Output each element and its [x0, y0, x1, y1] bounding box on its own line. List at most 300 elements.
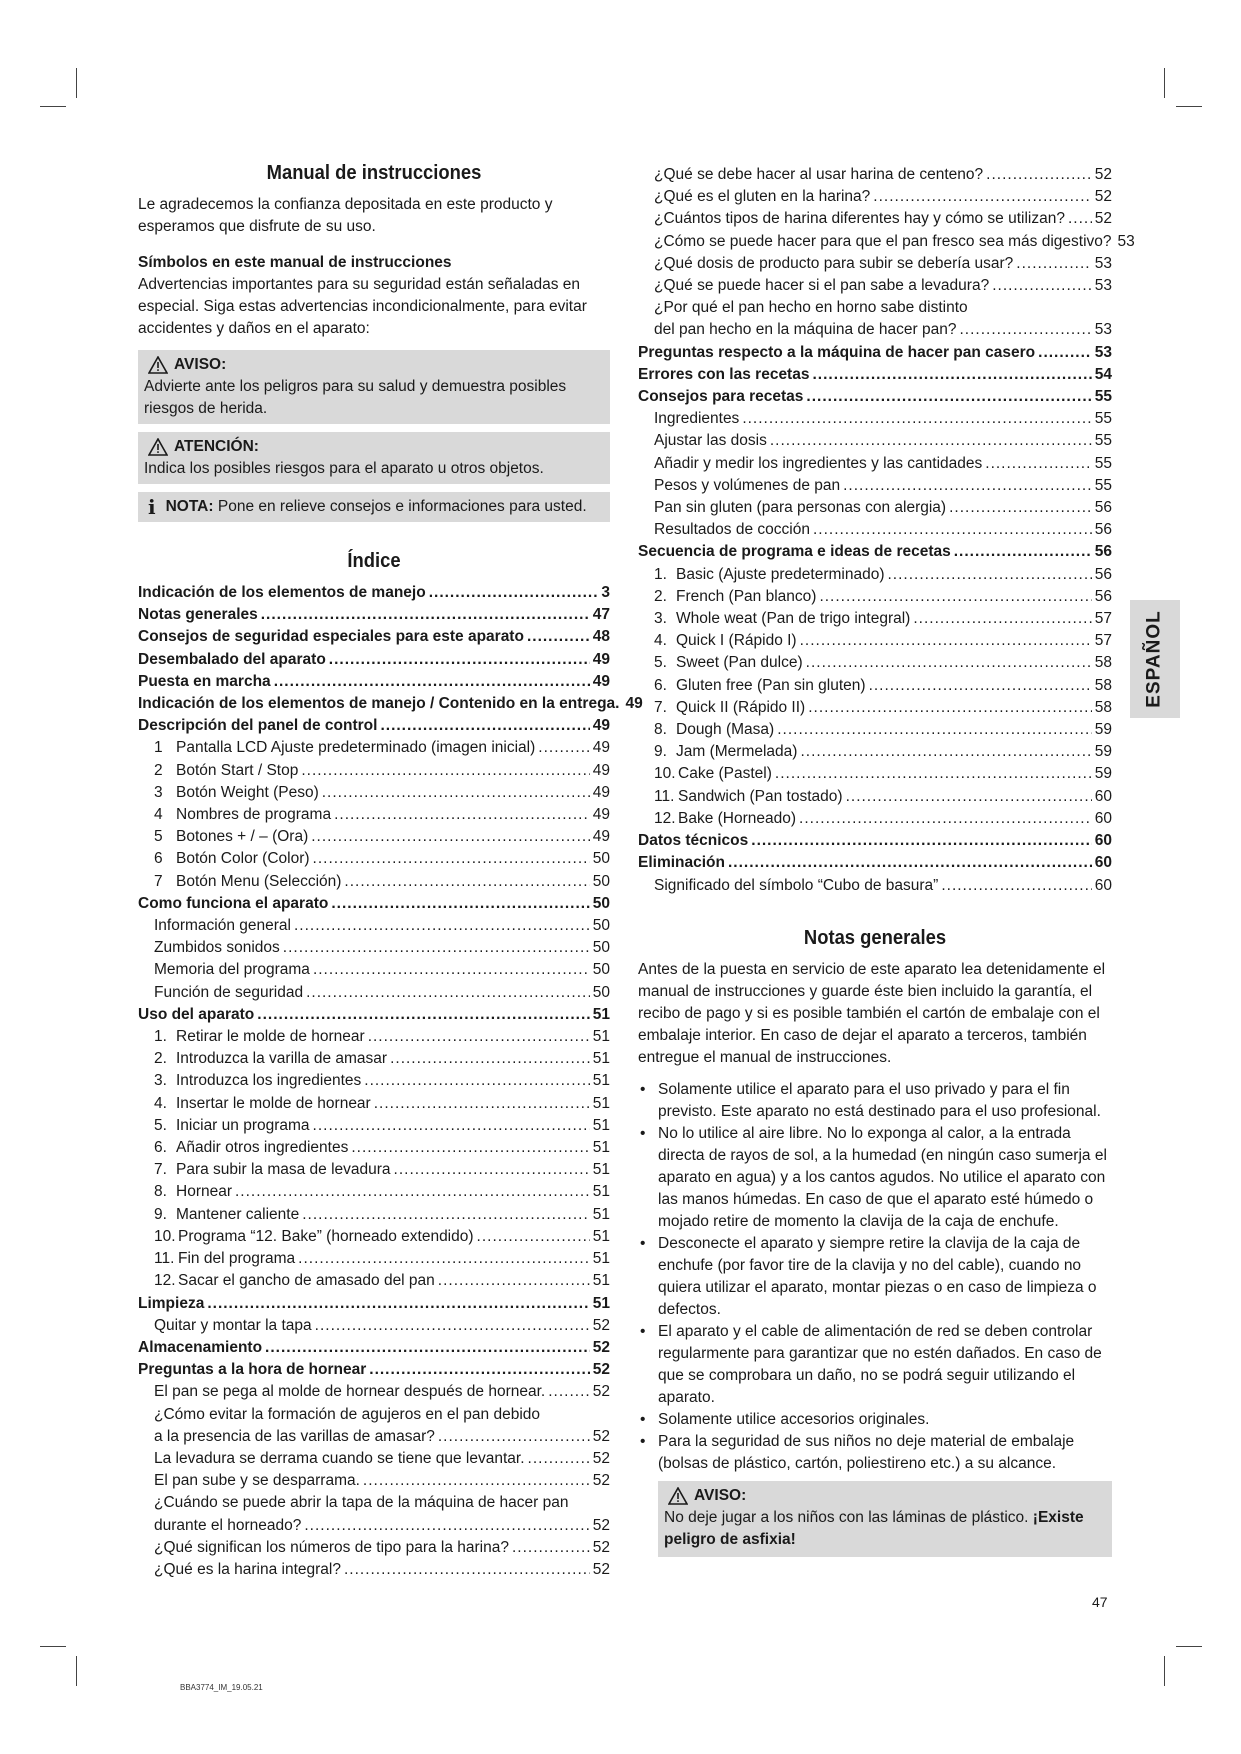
toc-leader-dots [941, 875, 1091, 897]
toc-entry-page: 49 [625, 695, 643, 713]
toc-leader-dots [257, 1004, 589, 1026]
toc-entry-page: 51 [592, 1094, 610, 1112]
toc-entry[interactable] [138, 671, 610, 693]
toc-entry-title: Cake (Pastel) [678, 765, 772, 783]
toc-entry-number: 4 [154, 806, 163, 824]
toc-entry-title: Quick I (Rápido I) [676, 632, 797, 650]
toc-entry-title: Hornear [176, 1183, 232, 1201]
toc-entry-page: 53 [1117, 232, 1135, 250]
language-tab-label: ESPAÑOL [1144, 610, 1165, 708]
toc-entry-title: Pesos y volúmenes de pan [654, 476, 841, 494]
toc-entry-title: Botón Weight (Peso) [176, 783, 319, 801]
toc-entry-number: 3. [654, 610, 667, 628]
language-tab [1130, 600, 1180, 718]
warning-icon [668, 1487, 688, 1505]
toc-leader-dots [538, 737, 589, 759]
page-number: 47 [1092, 1594, 1108, 1610]
toc-entry[interactable] [138, 804, 610, 826]
toc-entry[interactable] [638, 697, 1112, 719]
toc-entry-title: Uso del aparato [138, 1005, 255, 1023]
toc-entry-page: 51 [592, 1183, 610, 1201]
atencion-text: Indica los posibles riesgos para el aparato u otros objetos. [144, 460, 544, 477]
toc-entry[interactable] [138, 760, 610, 782]
bullet-item: • No lo utilice al aire libre. No lo exponga al calor, a la entrada directa de rayos de sol, a la humedad (en ningún caso sumerja el aparato en agua) y a los cantos agudos. No utilice el aparato con las manos húmedas. En caso de que el aparato esté húmedo o mojado retire de momento la clavija de la caja de enchufe. [638, 1123, 1112, 1233]
toc-leader-dots [873, 186, 1091, 208]
toc-entry[interactable] [138, 1537, 610, 1559]
toc-leader-dots [869, 675, 1092, 697]
toc-entry[interactable] [138, 1048, 610, 1070]
toc-leader-dots [274, 671, 590, 693]
toc-entry-number: 2 [154, 761, 163, 779]
toc-entry-page: 51 [592, 1139, 610, 1157]
toc-entry-title: El pan se pega al molde de hornear después de hornear. [154, 1383, 546, 1401]
toc-leader-dots [913, 608, 1091, 630]
toc-entry-page: 51 [592, 1028, 610, 1046]
toc-entry-title: ¿Cómo se puede hacer para que el pan fresco sea más digestivo? [654, 232, 1112, 250]
toc-entry[interactable] [638, 453, 1112, 475]
crop-mark [40, 106, 66, 107]
toc-leader-dots [438, 1270, 590, 1292]
toc-leader-dots [329, 649, 590, 671]
symbols-text: Advertencias importantes para su seguridad están señaladas en especial. Siga estas advertencias incondicionalmente, para evitar accidentes y daños en el aparato: [138, 276, 587, 337]
aviso-label-right: AVISO: [694, 1486, 747, 1504]
toc-entry-page: 55 [1094, 454, 1112, 472]
toc-entry-page: 52 [592, 1316, 610, 1334]
toc-entry-title: Eliminación [638, 854, 725, 872]
toc-entry[interactable] [638, 519, 1112, 541]
toc-leader-dots [742, 408, 1091, 430]
toc-entry[interactable] [138, 893, 610, 915]
toc-leader-dots [438, 1426, 590, 1448]
toc-entry-title: Sandwich (Pan tostado) [678, 787, 843, 805]
toc-entry-page: 49 [592, 761, 610, 779]
toc-entry-title: del pan hecho en la máquina de hacer pan? [654, 321, 957, 339]
bullet-item: • Solamente utilice el aparato para el uso privado y para el fin previsto. Este aparato no está destinado para el uso profesional. [638, 1079, 1112, 1123]
toc-entry[interactable] [138, 1404, 610, 1426]
toc-entry-number: 4. [154, 1094, 167, 1112]
toc-entry[interactable] [138, 1293, 610, 1315]
toc-entry-title: Para subir la masa de levadura [176, 1161, 391, 1179]
toc-entry-number: 12. [154, 1272, 176, 1290]
toc-entry[interactable] [638, 541, 1112, 563]
toc-entry-title: Botón Color (Color) [176, 850, 310, 868]
toc-entry-page: 51 [592, 1294, 610, 1312]
toc-entry[interactable] [138, 826, 610, 848]
toc-entry-number: 3. [154, 1072, 167, 1090]
toc-entry[interactable] [138, 915, 610, 937]
toc-entry[interactable] [638, 386, 1112, 408]
toc-entry-title: Quitar y montar la tapa [154, 1316, 312, 1334]
toc-entry-title: Almacenamiento [138, 1338, 263, 1356]
toc-entry-page: 51 [592, 1272, 610, 1290]
toc-leader-dots [301, 760, 589, 782]
toc-entry-page: 57 [1094, 632, 1112, 650]
toc-leader-dots [846, 786, 1092, 808]
toc-entry[interactable] [138, 982, 610, 1004]
toc-entry-title: Programa “12. Bake” (horneado extendido) [178, 1227, 474, 1245]
toc-entry-title: ¿Cuántos tipos de harina diferentes hay y cómo se utilizan? [654, 210, 1065, 228]
toc-entry-number: 5. [654, 654, 667, 672]
toc-entry-page: 56 [1094, 499, 1112, 517]
aviso-text-right: No deje jugar a los niños con las láminas de plástico. [664, 1508, 1029, 1526]
toc-entry[interactable] [638, 430, 1112, 452]
toc-leader-dots [548, 1381, 590, 1403]
toc-leader-dots [390, 1048, 590, 1070]
toc-leader-dots [888, 564, 1092, 586]
toc-leader-dots [344, 871, 589, 893]
toc-entry[interactable] [638, 808, 1112, 830]
toc-entry[interactable] [138, 1159, 610, 1181]
toc-entry-title: Preguntas a la hora de hornear [138, 1361, 367, 1379]
toc-leader-dots [843, 475, 1092, 497]
toc-leader-dots [806, 652, 1092, 674]
toc-entry-title: ¿Qué significan los números de tipo para la harina? [154, 1538, 509, 1556]
toc-entry-title: Insertar le molde de hornear [176, 1094, 371, 1112]
toc-leader-dots [728, 852, 1092, 874]
toc-entry-page: 51 [592, 1072, 610, 1090]
toc-entry[interactable] [138, 1270, 610, 1292]
toc-entry-title: Desembalado del aparato [138, 650, 326, 668]
nota-box [138, 492, 610, 522]
toc-entry[interactable] [638, 408, 1112, 430]
aviso-box [138, 350, 610, 424]
toc-entry[interactable] [638, 675, 1112, 697]
toc-entry-page: 59 [1094, 743, 1112, 761]
toc-entry-title: ¿Qué dosis de producto para subir se debería usar? [654, 254, 1014, 272]
toc-entry-title: Datos técnicos [638, 832, 749, 850]
toc-entry-page: 50 [592, 894, 610, 912]
toc-entry-page: 58 [1094, 676, 1112, 694]
toc-entry[interactable] [638, 719, 1112, 741]
toc-leader-dots [315, 1315, 590, 1337]
toc-entry-page: 51 [592, 1227, 610, 1245]
toc-entry[interactable] [138, 1204, 610, 1226]
toc-entry[interactable] [138, 715, 610, 737]
toc-entry-number: 10. [654, 765, 676, 783]
toc-entry-number: 6 [154, 850, 163, 868]
toc-leader-dots [306, 982, 590, 1004]
toc-entry-title: Puesta en marcha [138, 672, 271, 690]
crop-mark [1164, 1656, 1165, 1686]
toc-entry-title: Secuencia de programa e ideas de recetas [638, 543, 951, 561]
toc-leader-dots [986, 164, 1092, 186]
toc-entry[interactable] [138, 1248, 610, 1270]
toc-entry-number: 9. [154, 1205, 167, 1223]
toc-entry[interactable] [138, 1381, 610, 1403]
toc-entry-page: 60 [1094, 809, 1112, 827]
toc-leader-dots [949, 497, 1092, 519]
toc-entry[interactable] [638, 253, 1112, 275]
toc-entry[interactable] [638, 186, 1112, 208]
toc-leader-dots [283, 937, 590, 959]
toc-entry-title: Introduzca los ingredientes [176, 1072, 362, 1090]
toc-entry[interactable] [638, 741, 1112, 763]
toc-entry[interactable] [138, 1426, 610, 1448]
toc-leader-dots [800, 630, 1092, 652]
toc-leader-dots [322, 782, 590, 804]
toc-entry[interactable] [138, 1226, 610, 1248]
toc-entry[interactable] [138, 1515, 610, 1537]
toc-entry[interactable] [138, 1026, 610, 1048]
toc-entry-page: 49 [592, 739, 610, 757]
nota-text: Pone en relieve consejos e informaciones para usted. [217, 498, 587, 515]
toc-entry-page: 51 [592, 1005, 610, 1023]
toc-entry[interactable] [138, 604, 610, 626]
toc-entry-page: 3 [601, 584, 610, 601]
notas-bullets [638, 1079, 1112, 1475]
toc-entry[interactable] [138, 782, 610, 804]
toc-left [138, 582, 643, 1581]
toc-entry-title: Retirar le molde de hornear [176, 1028, 365, 1046]
toc-entry[interactable] [638, 875, 1112, 897]
toc-leader-dots [813, 519, 1092, 541]
toc-entry[interactable] [138, 1093, 610, 1115]
toc-leader-dots [235, 1181, 590, 1203]
toc-entry-page: 53 [1094, 343, 1112, 361]
toc-entry-title: Resultados de cocción [654, 521, 810, 539]
toc-entry-title: Iniciar un programa [176, 1116, 310, 1134]
page-title: Manual de instrucciones [266, 162, 482, 184]
nota-label: NOTA: [165, 498, 214, 515]
toc-entry[interactable] [138, 1004, 610, 1026]
toc-entry-title: ¿Por qué el pan hecho en horno sabe distinto [654, 299, 968, 317]
toc-entry-page: 52 [592, 1538, 610, 1556]
toc-entry-number: 9. [654, 743, 667, 761]
toc-entry-title: Mantener caliente [176, 1205, 300, 1223]
toc-entry-page: 49 [592, 672, 610, 690]
toc-entry[interactable] [638, 586, 1112, 608]
toc-leader-dots [261, 604, 590, 626]
toc-entry-page: 51 [592, 1205, 610, 1223]
toc-entry[interactable] [138, 1448, 610, 1470]
toc-entry-number: 4. [654, 632, 667, 650]
left-column [138, 160, 643, 1581]
info-icon: i [148, 495, 156, 519]
toc-entry-number: 5. [154, 1116, 167, 1134]
toc-entry-page: 52 [1094, 166, 1112, 183]
toc-entry-page: 48 [592, 628, 610, 646]
toc-entry[interactable] [638, 652, 1112, 674]
toc-entry-title: Indicación de los elementos de manejo / Contenido en la entrega. [138, 695, 620, 713]
toc-leader-dots [819, 586, 1091, 608]
toc-entry-title: ¿Qué es el gluten en la harina? [654, 188, 871, 206]
toc-right [638, 164, 1135, 897]
toc-entry-number: 1. [154, 1028, 167, 1046]
toc-leader-dots [770, 430, 1092, 452]
crop-mark [1164, 68, 1165, 98]
toc-entry[interactable] [138, 1559, 610, 1581]
toc-entry-number: 2. [654, 587, 667, 605]
toc-entry-page: 49 [592, 828, 610, 846]
toc-entry[interactable] [138, 959, 610, 981]
toc-leader-dots [364, 1070, 589, 1092]
toc-leader-dots [1038, 342, 1092, 364]
toc-entry-title: Ajustar las dosis [654, 432, 767, 450]
toc-leader-dots [960, 319, 1092, 341]
toc-entry-title: Descripción del panel de control [138, 717, 378, 735]
toc-entry-title: Gluten free (Pan sin gluten) [676, 676, 866, 694]
toc-leader-dots [374, 1093, 590, 1115]
toc-entry-page: 50 [592, 917, 610, 935]
toc-entry-page: 59 [1094, 721, 1112, 739]
toc-entry-page: 52 [592, 1449, 610, 1467]
toc-entry[interactable] [138, 1181, 610, 1203]
toc-entry-page: 50 [592, 961, 610, 979]
atencion-label: ATENCIÓN: [174, 438, 259, 455]
toc-entry-title: Limpieza [138, 1294, 205, 1312]
toc-entry[interactable] [138, 693, 643, 715]
toc-entry[interactable] [138, 848, 610, 870]
toc-entry[interactable] [638, 630, 1112, 652]
toc-entry[interactable] [638, 208, 1112, 230]
toc-entry-number: 11. [154, 1250, 175, 1268]
toc-entry[interactable] [638, 608, 1112, 630]
toc-entry[interactable] [638, 342, 1112, 364]
toc-entry[interactable] [638, 763, 1112, 785]
toc-entry-page: 56 [1094, 587, 1112, 605]
toc-entry[interactable] [138, 1137, 610, 1159]
toc-entry-page: 56 [1094, 521, 1112, 539]
toc-entry[interactable] [138, 626, 610, 648]
toc-entry-page: 52 [1094, 188, 1112, 206]
toc-entry[interactable] [138, 1070, 610, 1092]
toc-entry[interactable] [638, 852, 1112, 874]
toc-entry-number: 2. [154, 1050, 167, 1068]
toc-entry[interactable] [138, 649, 610, 671]
toc-entry-page: 52 [592, 1427, 610, 1445]
toc-entry-page: 52 [1094, 210, 1112, 228]
toc-entry-title: Pantalla LCD Ajuste predeterminado (imagen inicial) [176, 739, 536, 757]
crop-mark [76, 1656, 77, 1686]
toc-entry-title: Añadir y medir los ingredientes y las cantidades [654, 454, 983, 472]
toc-entry-title: ¿Qué se puede hacer si el pan sabe a levadura? [654, 277, 990, 295]
toc-entry[interactable] [638, 275, 1112, 297]
bullet-item: • Desconecte el aparato y siempre retire la clavija de la caja de enchufe (por favor tire de la clavija y no del cable), cuando no quiera utilizar el aparato, montar piezas o en caso de limpieza o defectos. [638, 1233, 1112, 1321]
toc-entry-number: 5 [154, 828, 163, 846]
toc-entry-title: ¿Cómo evitar la formación de agujeros en el pan debido [154, 1405, 541, 1423]
toc-entry-page: 49 [592, 783, 610, 801]
toc-entry-title: a la presencia de las varillas de amasar? [154, 1427, 435, 1445]
toc-leader-dots [331, 893, 589, 915]
toc-entry-page: 56 [1094, 543, 1112, 561]
toc-entry-page: 58 [1094, 698, 1112, 716]
toc-entry[interactable] [138, 1337, 610, 1359]
toc-entry-number: 3 [154, 783, 163, 801]
notas-title: Notas generales [803, 926, 947, 949]
toc-leader-dots [344, 1559, 590, 1581]
toc-leader-dots [313, 1115, 590, 1137]
toc-leader-dots [368, 1026, 590, 1048]
toc-entry[interactable] [638, 364, 1112, 386]
toc-entry-page: 55 [1094, 432, 1112, 450]
toc-entry-page: 49 [592, 650, 610, 668]
toc-entry-number: 8. [154, 1183, 167, 1201]
toc-entry-title: Fin del programa [178, 1250, 296, 1268]
toc-entry[interactable] [138, 737, 610, 759]
toc-entry[interactable] [138, 582, 610, 604]
notas-intro: Antes de la puesta en servicio de este aparato lea detenidamente el manual de instrucciones y guarde éste bien incluido la garantía, el recibo de pago y si es posible también el cartón de embalaje con el embalaje interior. En caso de dejar el aparato a terceros, también entregue el manual de instrucciones. [638, 960, 1106, 1066]
toc-entry-title: Errores con las recetas [638, 365, 810, 383]
crop-mark [1176, 106, 1202, 107]
toc-entry-title: Basic (Ajuste predeterminado) [676, 565, 885, 583]
toc-entry-title: Quick II (Rápido II) [676, 698, 806, 716]
toc-leader-dots [265, 1337, 590, 1359]
toc-entry[interactable] [138, 871, 610, 893]
toc-entry[interactable] [638, 231, 1135, 253]
toc-leader-dots [351, 1137, 589, 1159]
toc-entry[interactable] [138, 1492, 610, 1514]
toc-entry-number: 1 [154, 739, 163, 757]
toc-entry[interactable] [138, 1470, 610, 1492]
toc-leader-dots [799, 808, 1092, 830]
toc-entry-title: French (Pan blanco) [676, 587, 817, 605]
toc-entry[interactable] [138, 1359, 610, 1381]
aviso-bold-right: ¡Existe peligro de asfixia! [664, 1508, 1084, 1548]
toc-entry-title: Whole weat (Pan de trigo integral) [676, 610, 911, 628]
toc-entry-page: 52 [592, 1338, 610, 1356]
toc-leader-dots [528, 1448, 590, 1470]
toc-entry[interactable] [138, 1115, 610, 1137]
toc-entry-page: 60 [1094, 787, 1112, 805]
toc-entry[interactable] [638, 319, 1112, 341]
toc-entry-title: El pan sube y se desparrama. [154, 1472, 360, 1490]
toc-leader-dots [394, 1159, 590, 1181]
crop-mark [76, 68, 77, 98]
toc-entry-number: 7. [654, 698, 667, 716]
toc-entry[interactable] [638, 830, 1112, 852]
toc-entry[interactable] [138, 937, 610, 959]
toc-entry[interactable] [638, 786, 1112, 808]
toc-leader-dots [954, 541, 1092, 563]
toc-entry-title: Sacar el gancho de amasado del pan [178, 1272, 435, 1290]
toc-entry[interactable] [138, 1315, 610, 1337]
toc-leader-dots [294, 915, 590, 937]
toc-entry-page: 58 [1094, 654, 1112, 672]
toc-entry-page: 55 [1094, 476, 1112, 494]
footer-code: BBA3774_IM_19.05.21 [180, 1683, 263, 1692]
toc-entry-page: 60 [1094, 832, 1112, 850]
intro-text: Le agradecemos la confianza depositada en este producto y esperamos que disfrute de su uso. [138, 196, 553, 235]
toc-leader-dots [477, 1226, 590, 1248]
toc-entry-title: Botón Start / Stop [176, 761, 299, 779]
toc-leader-dots [363, 1470, 590, 1492]
toc-entry-title: Información general [154, 917, 291, 935]
toc-entry-page: 60 [1094, 854, 1112, 872]
toc-entry-page: 52 [592, 1560, 610, 1578]
toc-leader-dots [311, 826, 590, 848]
toc-entry-page: 59 [1094, 765, 1112, 783]
toc-entry-page: 54 [1094, 365, 1112, 383]
toc-leader-dots [812, 364, 1091, 386]
toc-entry-title: Indicación de los elementos de manejo [138, 584, 426, 601]
toc-leader-dots [207, 1293, 589, 1315]
toc-entry-title: Dough (Masa) [676, 721, 775, 739]
toc-entry[interactable] [638, 564, 1112, 586]
toc-entry-page: 52 [592, 1472, 610, 1490]
toc-entry[interactable] [638, 164, 1112, 186]
toc-entry-title: Zumbidos sonidos [154, 939, 280, 957]
toc-entry-page: 49 [592, 717, 610, 735]
toc-entry[interactable] [638, 497, 1112, 519]
toc-entry-title: Nombres de programa [176, 806, 332, 824]
toc-leader-dots [751, 830, 1091, 852]
toc-entry-title: Botones + / – (Ora) [176, 828, 309, 846]
toc-leader-dots [808, 697, 1092, 719]
toc-entry[interactable] [638, 475, 1112, 497]
toc-leader-dots [304, 1515, 589, 1537]
toc-entry[interactable] [638, 297, 1112, 319]
toc-entry-number: 10. [154, 1227, 176, 1245]
